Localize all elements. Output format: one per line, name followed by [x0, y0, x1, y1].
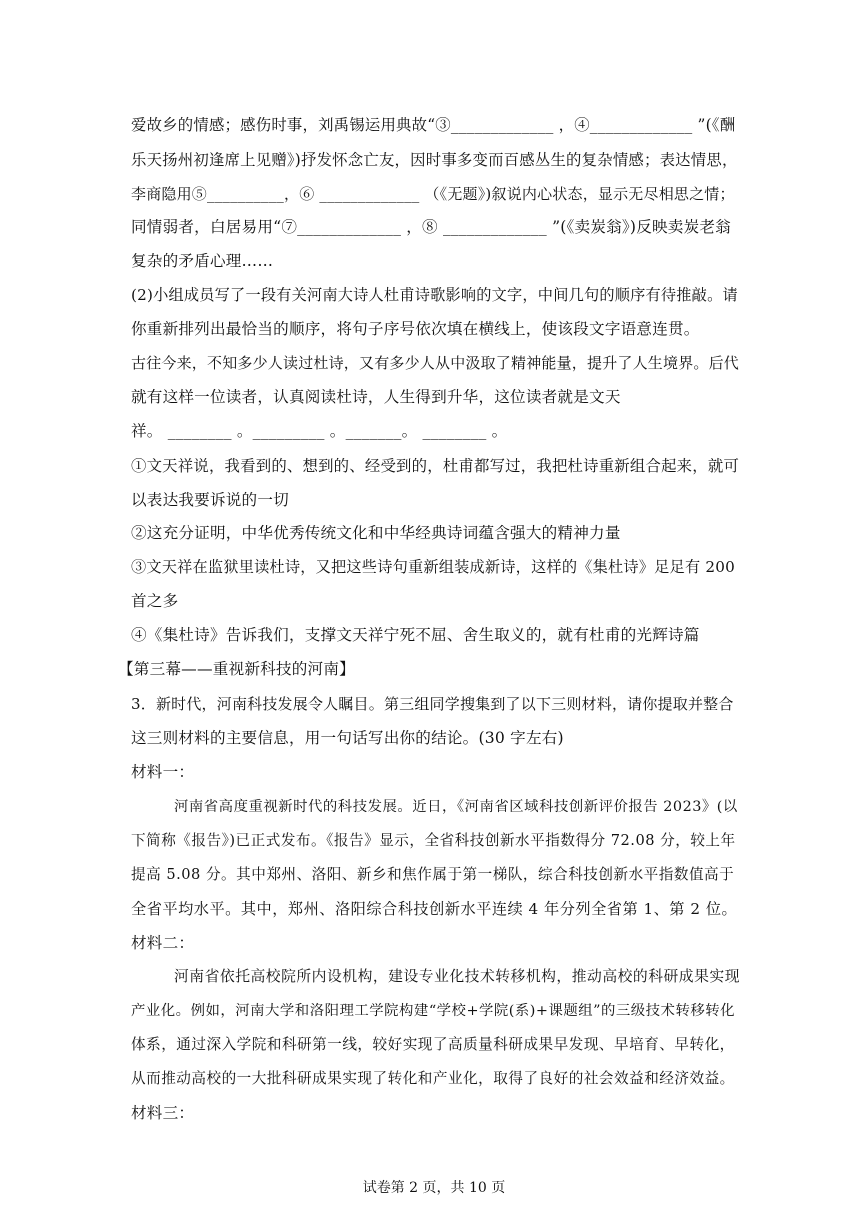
material-1-text: 全省平均水平。其中，郑州、洛阳综合科技创新水平连续 4 年分列全省第 1、第 2 位。 [131, 900, 738, 918]
material-label: 材料三： [131, 1104, 195, 1122]
text-line: 同情弱者，白居易用“⑦_____________ ，⑧ _____________ ”(《卖炭翁》)反映卖炭老翁 [131, 218, 731, 236]
material-1-text: 下简称《报告》)已正式发布。《报告》显示，全省科技创新水平指数得分 72.08 分，较上年 [131, 832, 736, 849]
question-3-prompt: 3．新时代，河南科技发展令人瞩目。第三组同学搜集到了以下三则材料，请你提取并整合 [131, 695, 734, 713]
text-line: 以表达我要诉说的一切 [131, 491, 289, 509]
material-label: 材料二： [131, 934, 195, 952]
option-1: ①文天祥说，我看到的、想到的、经受到的，杜甫都写过，我把杜诗重新组合起来，就可 [131, 457, 740, 475]
text-line: 你重新排列出最恰当的顺序，将句子序号依次填在横线上，使该段文字语意连贯。 [131, 320, 700, 338]
material-2-text: 体系，通过深入学院和科研第一线，较好实现了高质量科研成果早发现、早培育、早转化， [131, 1036, 735, 1053]
text-line: 这三则材料的主要信息，用一句话写出你的结论。(30 字左右) [131, 729, 564, 747]
question-2-prompt: (2)小组成员写了一段有关河南大诗人杜甫诗歌影响的文字，中间几句的顺序有待推敲。请 [131, 286, 738, 304]
text-line: 古往今来，不知多少人读过杜诗，又有多少人从中汲取了精神能量，提升了人生境界。后代 [131, 354, 740, 372]
text-line: 李商隐用⑤__________，⑥ _____________ （《无题》)叙说内心状态，显示无尽相思之情； [131, 185, 735, 203]
material-1-text: 提高 5.08 分。其中郑州、洛阳、新乡和焦作属于第一梯队，综合科技创新水平指数值高于 [131, 866, 735, 883]
section-heading: 【第三幕——重视新科技的河南】 [118, 660, 355, 678]
text-line: 复杂的矛盾心理…… [131, 252, 274, 270]
text-line: 乐天扬州初逢席上见赠》)抒发怀念亡友，因时事多变而百感丛生的复杂情感；表达情思， [131, 151, 738, 169]
option-4: ④《集杜诗》告诉我们，支撑文天祥宁死不屈、舍生取义的，就有杜甫的光辉诗篇 [131, 626, 700, 644]
material-2-text: 从而推动高校的一大批科研成果实现了转化和产业化，取得了良好的社会效益和经济效益。 [131, 1070, 735, 1087]
option-3: ③文天祥在监狱里读杜诗，又把这些诗句重新组装成新诗，这样的《集杜诗》足足有 200 [131, 558, 735, 576]
material-label: 材料一： [131, 763, 195, 781]
page-footer: 试卷第 2 页，共 10 页 [362, 1180, 506, 1196]
answer-blanks: 祥。 ________ 。_________ 。_______。 ________ 。 [131, 422, 508, 440]
text-line: 爱故乡的情感；感伤时事，刘禹锡运用典故“③_____________ ，④_____________ ”(《酬 [131, 116, 736, 134]
text-line: 就有这样一位读者，认真阅读杜诗，人生得到升华，这位读者就是文天 [131, 388, 621, 406]
option-2: ②这充分证明，中华优秀传统文化和中华经典诗词蕴含强大的精神力量 [131, 524, 621, 542]
material-1-text: 河南省高度重视新时代的科技发展。近日，《河南省区域科技创新评价报告 2023》(以 [174, 799, 738, 815]
material-2-text: 河南省依托高校院所内设机构，建设专业化技术转移机构，推动高校的科研成果实现 [174, 968, 740, 985]
text-line: 首之多 [131, 592, 179, 610]
material-2-text: 产业化。例如，河南大学和洛阳理工学院构建“学校+学院(系)+课题组”的三级技术转移转化 [131, 1003, 736, 1019]
